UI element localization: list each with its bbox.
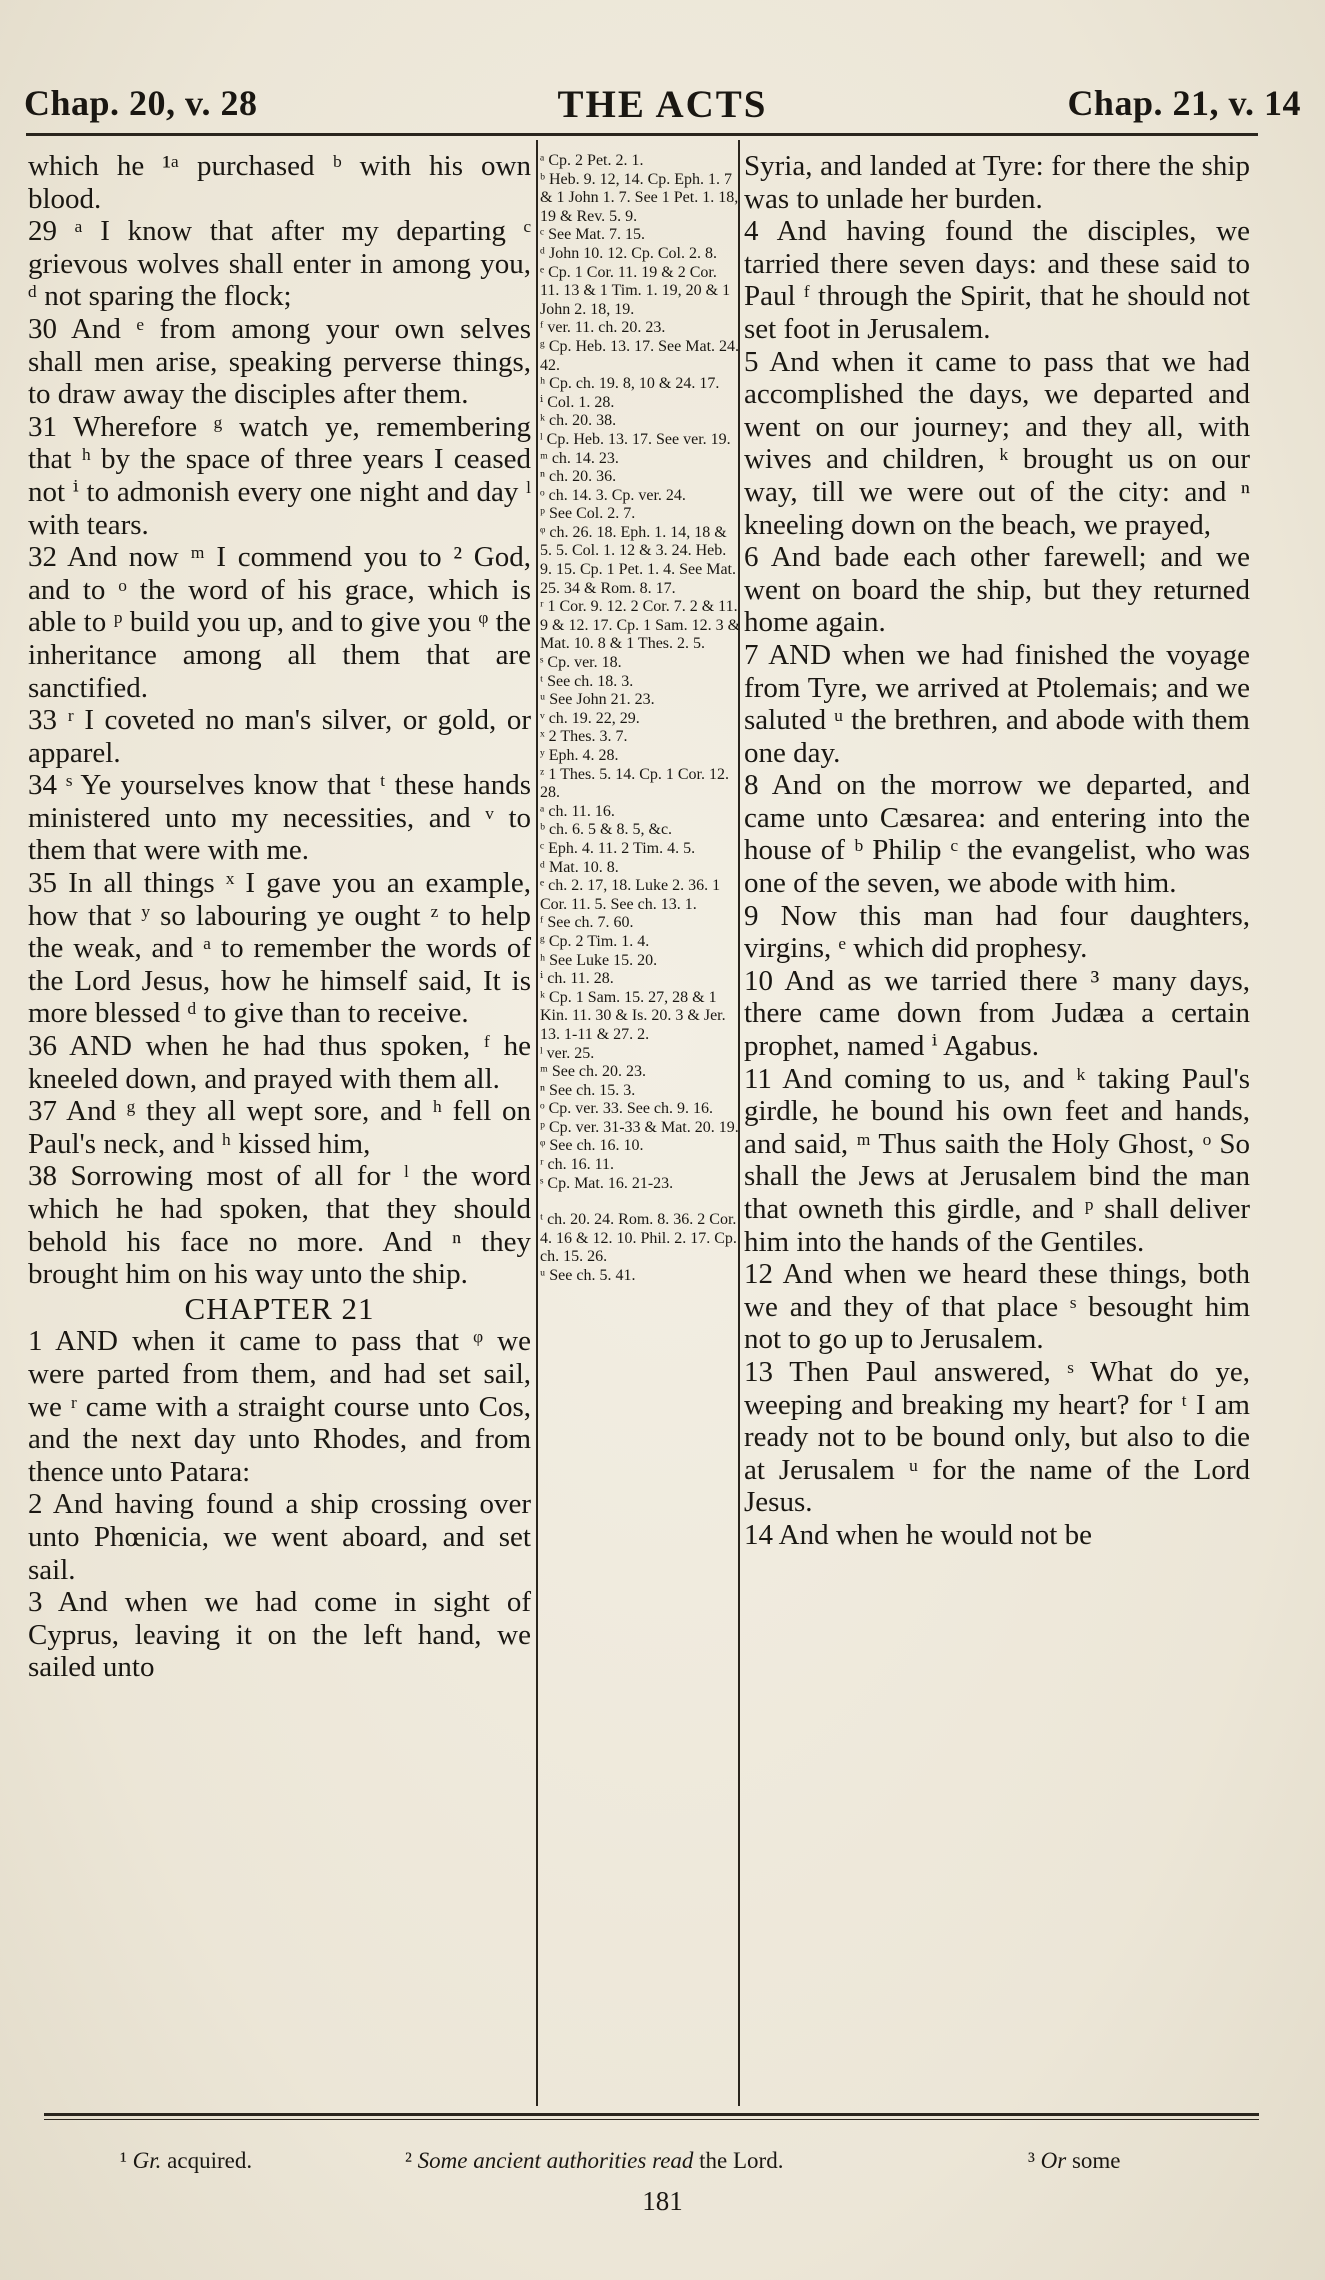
- verse: 29 ᵃ I know that after my departing ᶜ grievous wolves shall enter in among you, ᵈ not sparing the flock;: [28, 215, 531, 313]
- cross-reference: ᵇ ch. 6. 5 & 8. 5, &c.: [540, 821, 673, 839]
- cross-reference: ⁱ ch. 11. 28.: [540, 970, 614, 988]
- cross-reference: ᵘ See John 21. 23.: [540, 691, 655, 709]
- cross-reference: ᵘ See ch. 5. 41.: [540, 1267, 636, 1285]
- verse: 10 And as we tarried there ³ many days, there came down from Judæa a certain prophet, named ⁱ Agabus.: [744, 964, 1250, 1063]
- cross-reference: ᵏ ch. 20. 38.: [540, 412, 617, 430]
- cross-reference: ᵖ Cp. ver. 31-33 & Mat. 20. 19.: [540, 1118, 739, 1136]
- footer-rule: [44, 2113, 1259, 2116]
- header-right-reference: Chap. 21, v. 14: [1067, 83, 1301, 123]
- cross-reference: ᵍ Cp. Heb. 13. 17. See Mat. 24. 42.: [540, 337, 744, 374]
- footnote-number: ¹: [120, 2148, 127, 2173]
- cross-reference: ᵃ Cp. 2 Pet. 2. 1.: [540, 152, 644, 169]
- header-book-title: THE ACTS: [557, 83, 768, 126]
- page-number: 181: [642, 2186, 683, 2216]
- verse: 14 And when he would not be: [744, 1518, 1092, 1551]
- cross-reference: ᵇ Heb. 9. 12, 14. Cp. Eph. 1. 7 & 1 John 1. 7. See 1 Pet. 1. 18, 19 & Rev. 5. 9.: [540, 170, 743, 225]
- verse: 32 And now ᵐ I commend you to ² God, and to ᵒ the word of his grace, which is able to ᵖ build you up, and to give you ᵠ the inheritance among all them that are sanctified.: [28, 541, 531, 704]
- cross-reference: ᶠ See ch. 7. 60.: [540, 914, 634, 932]
- verse: 13 Then Paul answered, ˢ What do ye, weeping and breaking my heart? for ᵗ I am ready not to be bound only, but also to die at Jerusalem ᵘ for the name of the Lord Jesus.: [744, 1355, 1250, 1519]
- cross-reference: ᶜ Eph. 4. 11. 2 Tim. 4. 5.: [540, 839, 696, 857]
- cross-reference: ᵠ ch. 26. 18. Eph. 1. 14, 18 & 5. 5. Col. 1. 12 & 3. 24. Heb. 9. 15. Cp. 1 Pet. 1. 4. See Mat. 25. 34 & Rom. 8. 17.: [540, 523, 740, 597]
- verse: 8 And on the morrow we departed, and came unto Cæsarea: and entering into the house of ᵇ Philip ᶜ the evangelist, who was one of the seven, we abode with him.: [744, 769, 1250, 900]
- cross-reference: ˢ Cp. Mat. 16. 21-23.: [540, 1174, 674, 1192]
- header-left-reference: Chap. 20, v. 28: [24, 83, 258, 123]
- verse: 9 Now this man had four daughters, virgins, ᵉ which did prophesy.: [744, 899, 1250, 965]
- cross-reference: ᵒ Cp. ver. 33. See ch. 9. 16.: [540, 1100, 714, 1118]
- verse: 36 AND when he had thus spoken, ᶠ he kneeled down, and prayed with them all.: [28, 1030, 531, 1095]
- cross-reference: ʳ 1 Cor. 9. 12. 2 Cor. 7. 2 & 11. 9 & 12. 17. Cp. 1 Sam. 12. 3 & Mat. 10. 8 & 1 Thes. 2. 5.: [540, 598, 745, 653]
- cross-reference: ᵐ ch. 14. 23.: [540, 449, 619, 467]
- verse: 33 ʳ I coveted no man's silver, or gold, or apparel.: [28, 704, 531, 769]
- footnote-text: acquired.: [167, 2148, 253, 2173]
- cross-reference: ⁿ ch. 20. 36.: [540, 468, 617, 486]
- cross-reference: ᵖ See Col. 2. 7.: [540, 505, 636, 523]
- footnote-text: the Lord.: [699, 2148, 784, 2173]
- verse: 37 And ᵍ they all wept sore, and ʰ fell on Paul's neck, and ʰ kissed him,: [28, 1095, 531, 1160]
- cross-reference: ᶻ 1 Thes. 5. 14. Cp. 1 Cor. 12. 28.: [540, 765, 733, 802]
- verse: 4 And having found the disciples, we tarried there seven days: and these said to Paul ᶠ through the Spirit, that he should not set foot in Jerusalem.: [744, 215, 1250, 345]
- column-divider-left: [536, 140, 538, 2106]
- verse: 2 And having found a ship crossing over unto Phœnicia, we went aboard, and set sail.: [28, 1488, 531, 1586]
- footnote-1: [120, 2148, 252, 2174]
- footnote-number: ²: [405, 2148, 412, 2173]
- cross-reference: ᵈ John 10. 12. Cp. Col. 2. 8.: [540, 244, 717, 262]
- cross-reference: ᵏ Cp. 1 Sam. 15. 27, 28 & 1 Kin. 11. 30 & Is. 20. 3 & Jer. 13. 1-11 & 27. 2.: [540, 988, 730, 1043]
- cross-reference: ᵠ See ch. 16. 10.: [540, 1137, 644, 1155]
- header-rule: [26, 133, 1258, 136]
- cross-reference: ᵍ Cp. 2 Tim. 1. 4.: [540, 932, 650, 950]
- cross-reference-column: [540, 152, 745, 2104]
- cross-reference: ⁿ See ch. 15. 3.: [540, 1081, 636, 1099]
- cross-reference: ᵉ ch. 2. 17, 18. Luke 2. 36. 1 Cor. 11. 5. See ch. 13. 1.: [540, 877, 725, 913]
- verse: 6 And bade each other farewell; and we went on board the ship, but they returned home again.: [744, 541, 1250, 639]
- cross-reference: ʳ ch. 16. 11.: [540, 1156, 614, 1174]
- verse: Syria, and landed at Tyre: for there the ship was to unlade her burden.: [744, 150, 1250, 215]
- verse: 11 And coming to us, and ᵏ taking Paul's girdle, he bound his own feet and hands, and said, ᵐ Thus saith the Holy Ghost, ᵒ So shall the Jews at Jerusalem bind the man that owneth this girdle, and ᵖ shall deliver him into the hands of the Gentiles.: [744, 1062, 1250, 1258]
- cross-reference: ᵐ See ch. 20. 23.: [540, 1063, 647, 1081]
- verse: which he ¹ᵃ purchased ᵇ with his own blood.: [28, 150, 531, 215]
- footnote-italic: Some ancient authorities read: [417, 2148, 694, 2173]
- footnote-italic: Or: [1040, 2148, 1067, 2173]
- verse: 30 And ᵉ from among your own selves shall men arise, speaking perverse things, to draw away the disciples after them.: [28, 312, 531, 411]
- cross-reference: ʰ See Luke 15. 20.: [540, 951, 658, 969]
- verse: 35 In all things ˣ I gave you an example, how that ʸ so labouring ye ought ᶻ to help the weak, and ᵃ to remember the words of the Lord Jesus, how he himself said, It is more blessed ᵈ to give than to receive.: [28, 867, 531, 1030]
- cross-reference: ᵉ Cp. 1 Cor. 11. 19 & 2 Cor. 11. 13 & 1 Tim. 1. 19, 20 & 1 John 2. 18, 19.: [540, 263, 735, 318]
- verse: 38 Sorrowing most of all for ˡ the word which he had spoken, that they should behold his face no more. And ⁿ they brought him on his way unto the ship.: [28, 1160, 531, 1291]
- cross-reference: ˢ Cp. ver. 18.: [540, 654, 622, 672]
- verse: 12 And when we heard these things, both we and they of that place ˢ besought him not to go up to Jerusalem.: [744, 1258, 1250, 1356]
- cross-reference: ᶜ See Mat. 7. 15.: [540, 226, 645, 244]
- footer-rule-thin: [44, 2119, 1259, 2120]
- cross-reference: ⁱ Col. 1. 28.: [540, 393, 615, 411]
- footnote-text: some: [1071, 2148, 1121, 2173]
- cross-reference: ᵃ ch. 11. 16.: [540, 802, 615, 820]
- cross-reference: ᵛ ch. 19. 22, 29.: [540, 709, 640, 727]
- cross-reference: ʰ Cp. ch. 19. 8, 10 & 24. 17.: [540, 375, 720, 393]
- cross-reference: ˡ Cp. Heb. 13. 17. See ver. 19.: [540, 430, 731, 448]
- left-text-column: [28, 150, 531, 2102]
- footnote-2: [405, 2148, 783, 2174]
- chapter-heading: CHAPTER 21: [184, 1290, 375, 1326]
- cross-reference: ᵗ See ch. 18. 3.: [540, 672, 634, 690]
- footnote-3: [1028, 2148, 1121, 2174]
- right-text-column: [744, 150, 1250, 2102]
- cross-reference: ᵗ ch. 20. 24. Rom. 8. 36. 2 Cor. 4. 16 & 12. 10. Phil. 2. 17. Cp. ch. 15. 26.: [540, 1211, 741, 1266]
- verse: 7 AND when we had finished the voyage from Tyre, we arrived at Ptolemais; and we saluted ᵘ the brethren, and abode with them one day.: [744, 638, 1250, 769]
- footnote-italic: Gr.: [132, 2148, 162, 2173]
- verse: 34 ˢ Ye yourselves know that ᵗ these hands ministered unto my necessities, and ᵛ to them that were with me.: [28, 769, 531, 867]
- cross-reference: ᵈ Mat. 10. 8.: [540, 858, 619, 876]
- cross-reference: ᵒ ch. 14. 3. Cp. ver. 24.: [540, 486, 686, 504]
- cross-reference-spacer: [540, 1193, 740, 1211]
- verse: 5 And when it came to pass that we had accomplished the days, we departed and went on our journey; and they all, with wives and children, ᵏ brought us on our way, till we were out of the city: and ⁿ kneeling down on the beach, we prayed,: [744, 345, 1250, 541]
- cross-reference: ʸ Eph. 4. 28.: [540, 747, 619, 764]
- footnote-number: ³: [1028, 2148, 1035, 2173]
- cross-reference: ᶠ ver. 11. ch. 20. 23.: [540, 319, 666, 337]
- verse: 31 Wherefore ᵍ watch ye, remembering that ʰ by the space of three years I ceased not ⁱ to admonish every one night and day ˡ with tears.: [28, 410, 531, 541]
- verse: 3 And when we had come in sight of Cyprus, leaving it on the left hand, we sailed unto: [28, 1586, 531, 1684]
- verse: 1 AND when it came to pass that ᵠ we were parted from them, and had set sail, we ʳ came with a straight course unto Cos, and the next day unto Rhodes, and from thence unto Patara:: [28, 1325, 531, 1488]
- cross-reference: ˣ 2 Thes. 3. 7.: [540, 728, 628, 746]
- cross-reference: ˡ ver. 25.: [540, 1044, 595, 1062]
